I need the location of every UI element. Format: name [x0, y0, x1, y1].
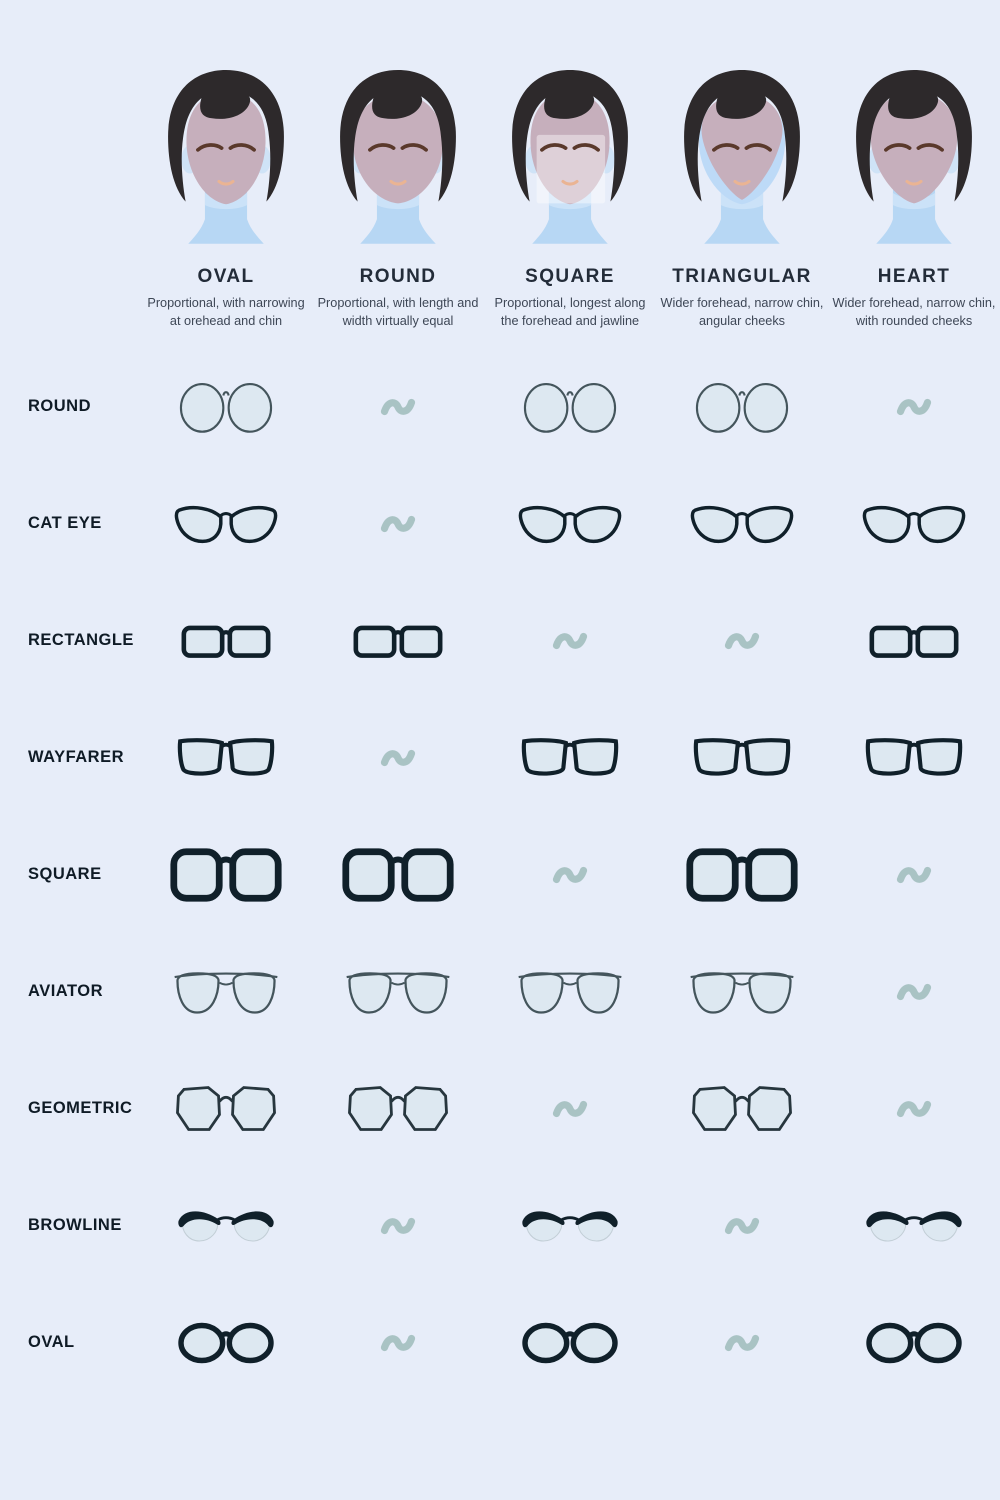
tilde-icon	[380, 746, 416, 770]
compatibility-cell-no-match	[312, 1331, 484, 1355]
face-column-square	[484, 56, 656, 330]
tilde-icon	[896, 980, 932, 1004]
compatibility-cell-match	[140, 498, 312, 550]
tilde-icon	[380, 512, 416, 536]
heart-face-illustration-icon	[835, 56, 993, 256]
compatibility-cell-match	[656, 498, 828, 550]
compatibility-cell-match	[140, 379, 312, 435]
cat-eye-glasses-icon	[509, 498, 631, 550]
compatibility-cell-match	[656, 846, 828, 904]
tilde-icon	[552, 863, 588, 887]
rectangle-glasses-icon	[338, 618, 458, 664]
compatibility-cell-match	[140, 733, 312, 783]
glasses-type-label: BROWLINE	[28, 1216, 122, 1235]
round-glasses-icon	[173, 379, 279, 435]
compatibility-cell-match	[828, 618, 1000, 664]
glasses-type-label: WAYFARER	[28, 748, 124, 767]
face-column-triangular	[656, 56, 828, 330]
face-shape-label: HEART	[877, 266, 951, 287]
compatibility-cell-match	[140, 846, 312, 904]
face-shape-description: Proportional, longest along the forehead and jawline	[494, 296, 646, 328]
glasses-type-label: OVAL	[28, 1333, 75, 1352]
glasses-row	[0, 582, 1000, 699]
face-shape-label: OVAL	[197, 266, 255, 287]
compatibility-cell-no-match	[484, 1097, 656, 1121]
compatibility-cell-no-match	[656, 1331, 828, 1355]
glasses-row	[0, 348, 1000, 465]
face-shape-label: ROUND	[359, 266, 437, 287]
compatibility-grid	[0, 348, 1000, 1401]
tilde-icon	[724, 1331, 760, 1355]
compatibility-cell-no-match	[828, 980, 1000, 1004]
cat-eye-glasses-icon	[165, 498, 287, 550]
glasses-row	[0, 1284, 1000, 1401]
tilde-icon	[896, 863, 932, 887]
compatibility-cell-match	[312, 618, 484, 664]
round-face-illustration-icon	[319, 56, 477, 256]
glasses-row	[0, 699, 1000, 816]
triangular-face-illustration-icon	[663, 56, 821, 256]
compatibility-cell-no-match	[656, 629, 828, 653]
compatibility-cell-match	[656, 1081, 828, 1137]
wayfarer-glasses-icon	[163, 733, 289, 783]
aviator-glasses-icon	[165, 964, 287, 1020]
round-glasses-icon	[689, 379, 795, 435]
compatibility-cell-match	[484, 733, 656, 783]
round-glasses-icon	[517, 379, 623, 435]
glasses-row	[0, 465, 1000, 582]
face-column-oval	[140, 56, 312, 330]
tilde-icon	[724, 629, 760, 653]
compatibility-cell-no-match	[312, 1214, 484, 1238]
face-shape-label: SQUARE	[525, 266, 615, 287]
tilde-icon	[896, 1097, 932, 1121]
glasses-type-label: SQUARE	[28, 865, 102, 884]
tilde-icon	[380, 1214, 416, 1238]
oval-glasses-icon	[856, 1318, 972, 1368]
glasses-row	[0, 933, 1000, 1050]
oval-glasses-icon	[168, 1318, 284, 1368]
compatibility-cell-match	[140, 618, 312, 664]
compatibility-cell-no-match	[656, 1214, 828, 1238]
square-glasses-icon	[682, 846, 802, 904]
glasses-row	[0, 1050, 1000, 1167]
compatibility-cell-match	[140, 964, 312, 1020]
glasses-row	[0, 816, 1000, 933]
oval-face-illustration-icon	[147, 56, 305, 256]
browline-glasses-icon	[851, 1201, 977, 1251]
cat-eye-glasses-icon	[853, 498, 975, 550]
compatibility-cell-no-match	[828, 395, 1000, 419]
aviator-glasses-icon	[681, 964, 803, 1020]
face-shape-description: Proportional, with narrowing at orehead and chin	[147, 296, 305, 328]
square-face-illustration-icon	[491, 56, 649, 256]
browline-glasses-icon	[163, 1201, 289, 1251]
compatibility-cell-match	[484, 1318, 656, 1368]
browline-glasses-icon	[507, 1201, 633, 1251]
face-column-heart	[828, 56, 1000, 330]
wayfarer-glasses-icon	[851, 733, 977, 783]
face-shapes-header	[0, 0, 1000, 330]
compatibility-cell-match	[140, 1081, 312, 1137]
compatibility-cell-match	[312, 964, 484, 1020]
tilde-icon	[380, 1331, 416, 1355]
tilde-icon	[552, 629, 588, 653]
face-shape-description: Proportional, with length and width virtually equal	[317, 296, 479, 328]
compatibility-cell-match	[484, 964, 656, 1020]
oval-glasses-icon	[512, 1318, 628, 1368]
square-glasses-icon	[338, 846, 458, 904]
tilde-icon	[724, 1214, 760, 1238]
compatibility-cell-match	[140, 1201, 312, 1251]
compatibility-cell-no-match	[484, 863, 656, 887]
compatibility-cell-no-match	[828, 863, 1000, 887]
rectangle-glasses-icon	[166, 618, 286, 664]
compatibility-cell-no-match	[312, 746, 484, 770]
aviator-glasses-icon	[509, 964, 631, 1020]
face-shape-description: Wider forehead, narrow chin, with rounded cheeks	[832, 296, 996, 328]
compatibility-cell-match	[312, 1081, 484, 1137]
aviator-glasses-icon	[337, 964, 459, 1020]
glasses-type-label: CAT EYE	[28, 514, 102, 533]
compatibility-cell-match	[484, 379, 656, 435]
cat-eye-glasses-icon	[681, 498, 803, 550]
compatibility-cell-no-match	[484, 629, 656, 653]
compatibility-cell-match	[312, 846, 484, 904]
compatibility-cell-match	[828, 1201, 1000, 1251]
glasses-type-label: RECTANGLE	[28, 631, 134, 650]
square-glasses-icon	[166, 846, 286, 904]
geometric-glasses-icon	[337, 1081, 459, 1137]
compatibility-cell-match	[828, 733, 1000, 783]
compatibility-cell-match	[828, 498, 1000, 550]
glasses-row	[0, 1167, 1000, 1284]
tilde-icon	[896, 395, 932, 419]
face-column-round	[312, 56, 484, 330]
header-spacer	[0, 56, 140, 330]
geometric-glasses-icon	[165, 1081, 287, 1137]
glasses-type-label: ROUND	[28, 397, 91, 416]
tilde-icon	[380, 395, 416, 419]
compatibility-cell-no-match	[312, 395, 484, 419]
face-shape-label: TRIANGULAR	[672, 266, 812, 287]
glasses-type-label: GEOMETRIC	[28, 1099, 133, 1118]
compatibility-cell-no-match	[828, 1097, 1000, 1121]
compatibility-cell-match	[140, 1318, 312, 1368]
wayfarer-glasses-icon	[679, 733, 805, 783]
compatibility-cell-match	[484, 498, 656, 550]
compatibility-cell-match	[656, 964, 828, 1020]
tilde-icon	[552, 1097, 588, 1121]
rectangle-glasses-icon	[854, 618, 974, 664]
compatibility-cell-no-match	[312, 512, 484, 536]
geometric-glasses-icon	[681, 1081, 803, 1137]
compatibility-cell-match	[656, 379, 828, 435]
wayfarer-glasses-icon	[507, 733, 633, 783]
glasses-type-label: AVIATOR	[28, 982, 104, 1001]
compatibility-cell-match	[656, 733, 828, 783]
compatibility-cell-match	[828, 1318, 1000, 1368]
compatibility-cell-match	[484, 1201, 656, 1251]
face-shape-description: Wider forehead, narrow chin, angular cheeks	[660, 296, 824, 328]
